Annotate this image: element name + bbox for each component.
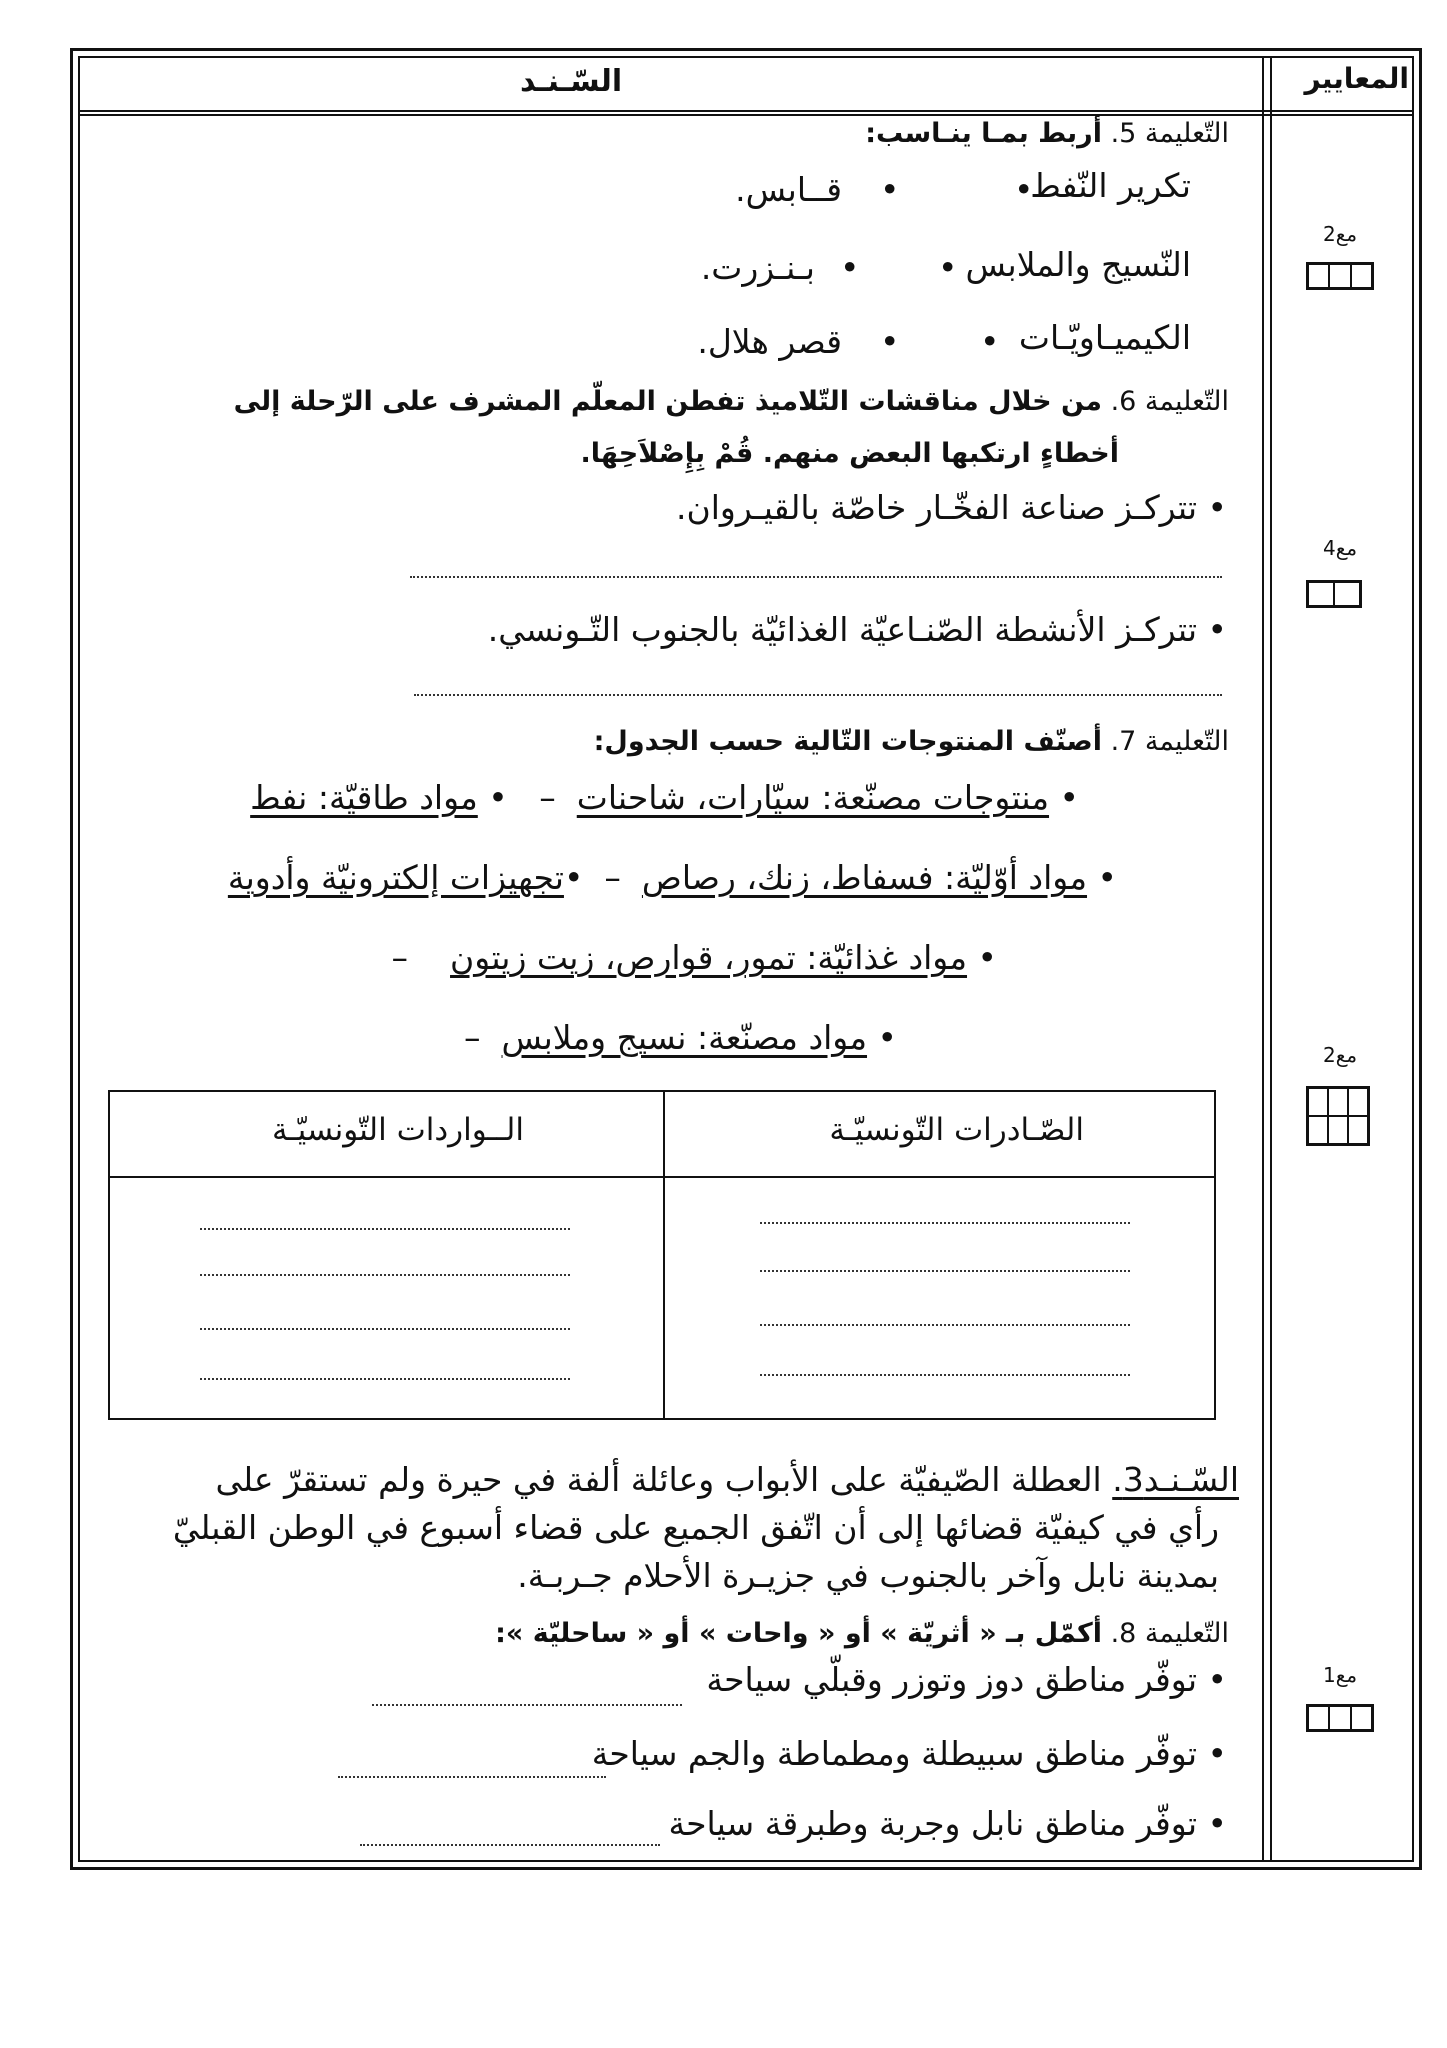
q8-item: • توفّر مناطق سبيطلة ومطماطة والجم سياحة: [591, 1734, 1227, 1773]
q5-prompt: أربط بمـا ينـاسب:: [865, 118, 1102, 149]
q6-prompt: من خلال مناقشات التّلاميذ تفطن المعلّم المشرف على الرّحلة إلى: [233, 386, 1102, 417]
q8-prompt: أكمّل بـ « أثريّة » أو « واحات » أو « ساحليّة »:: [495, 1618, 1102, 1649]
column-divider: [1262, 56, 1264, 1862]
q6-item: • تتركـز صناعة الفخّـار خاصّة بالقيـروان.: [676, 488, 1227, 527]
answer-line[interactable]: [200, 1378, 570, 1380]
answer-line[interactable]: [200, 1328, 570, 1330]
q6-number: التّعليمة 6.: [1110, 386, 1229, 417]
sanad3-label: السّـنـد3.: [1112, 1460, 1239, 1499]
bullet-dot[interactable]: •: [840, 248, 860, 287]
table-header-imports: الــواردات التّونسيّـة: [271, 1112, 524, 1148]
score-boxes: [1306, 1704, 1374, 1732]
classification-table: [108, 1090, 1216, 1420]
criteria-header: المعايير: [1304, 62, 1409, 95]
answer-line[interactable]: [760, 1324, 1130, 1326]
score-boxes: [1306, 262, 1374, 290]
answer-line[interactable]: [200, 1228, 570, 1230]
q8-item: • توفّر مناطق دوز وتوزر وقبلّي سياحة: [706, 1660, 1227, 1699]
criteria-label: مع4: [1322, 536, 1358, 560]
answer-line[interactable]: [760, 1222, 1130, 1224]
answer-line[interactable]: [410, 576, 1222, 578]
bullet-dot: •: [1207, 610, 1227, 649]
q7-line1: • منتوجات مصنّعة: سيّارات، شاحنات – • مواد طاقيّة: نفط: [250, 778, 1079, 817]
criteria-label: مع2: [1322, 1043, 1358, 1067]
q8-heading: [495, 1618, 1229, 1649]
answer-line[interactable]: [372, 1704, 682, 1706]
q6-item: • تتركـز الأنشطة الصّنـاعيّة الغذائيّة بالجنوب التّـونسي.: [487, 610, 1227, 649]
sanad3-line2: رأي في كيفيّة قضائها إلى أن اتّفق الجميع على قضاء أسبوع في الوطن القبليّ: [172, 1508, 1219, 1547]
header-row: [78, 56, 1414, 112]
answer-line[interactable]: [414, 694, 1222, 696]
document-header: السّـنـد: [520, 64, 623, 99]
q6-prompt-line2: أخطاءٍ ارتكبها البعض منهم. قُمْ بِإِصْلاَحِهَا.: [580, 438, 1119, 469]
bullet-dot: •: [1207, 488, 1227, 527]
q7-line4: • مواد مصنّعة: نسيج وملابس –: [464, 1018, 897, 1057]
criteria-label: مع1: [1322, 1663, 1358, 1687]
q8-number: التّعليمة 8.: [1110, 1618, 1229, 1649]
q5-left-item: النّسيج والملابس: [965, 245, 1191, 284]
score-boxes: [1306, 580, 1362, 608]
q5-left-item: تكرير النّفط: [1030, 166, 1191, 205]
score-boxes: [1306, 1086, 1370, 1146]
answer-line[interactable]: [760, 1270, 1130, 1272]
q7-line2: • مواد أوّليّة: فسفاط، زنك، رصاص – •تجهيزات إلكترونيّة وأدوية: [227, 858, 1117, 897]
q5-right-item: قــابس.: [735, 170, 842, 209]
q5-number: التّعليمة 5.: [1110, 118, 1229, 149]
answer-line[interactable]: [200, 1274, 570, 1276]
column-divider-inner: [1270, 56, 1272, 1862]
bullet-dot[interactable]: •: [880, 170, 900, 209]
bullet-dot[interactable]: •: [938, 248, 958, 287]
q7-line3: • مواد غذائيّة: تمور، قوارص، زيت زيتون –: [391, 938, 997, 977]
q7-number: التّعليمة 7.: [1110, 726, 1229, 757]
q8-item: • توفّر مناطق نابل وجربة وطبرقة سياحة: [668, 1804, 1227, 1843]
bullet-dot[interactable]: •: [880, 322, 900, 361]
q7-prompt: أصنّف المنتوجات التّالية حسب الجدول:: [593, 726, 1102, 757]
q5-right-item: بـنـزرت.: [700, 248, 815, 287]
q5-left-item: الكيميـاويّـات: [1018, 318, 1191, 357]
answer-line[interactable]: [338, 1776, 606, 1778]
bullet-dot[interactable]: •: [980, 322, 1000, 361]
q6-heading: [234, 386, 1229, 417]
bullet-dot[interactable]: •: [1014, 170, 1034, 209]
sanad3-line3: بمدينة نابل وآخر بالجنوب في جزيـرة الأحلام جـربـة.: [517, 1556, 1219, 1595]
answer-line[interactable]: [760, 1374, 1130, 1376]
q5-heading: [865, 118, 1229, 149]
criteria-label: مع2: [1322, 222, 1358, 246]
q5-right-item: قصر هلال.: [697, 322, 842, 361]
sanad3-line1: السّـنـد3. العطلة الصّيفيّة على الأبواب وعائلة ألفة في حيرة ولم تستقرّ على: [215, 1460, 1239, 1499]
q7-heading: [594, 726, 1229, 757]
answer-line[interactable]: [360, 1844, 660, 1846]
table-header-exports: الصّـادرات التّونسيّـة: [829, 1112, 1084, 1148]
